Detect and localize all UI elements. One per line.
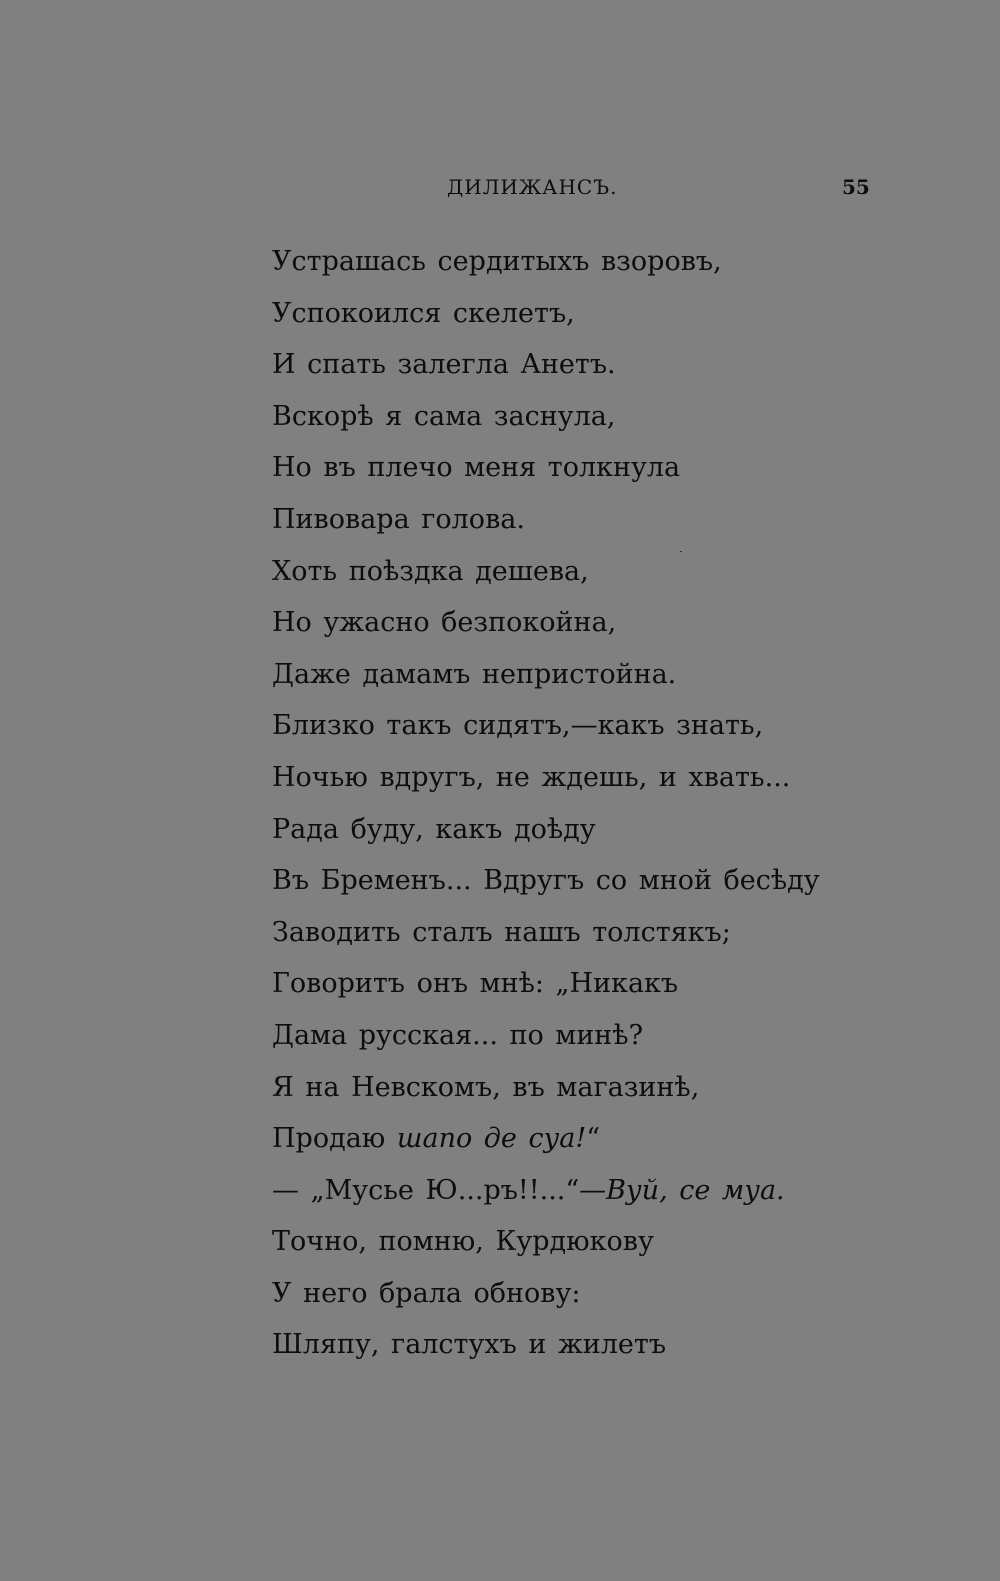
- verse-line: Близко такъ сидятъ,—какъ знать,: [272, 710, 764, 742]
- verse-line: Устрашась сердитыхъ взоровъ,: [272, 246, 722, 277]
- verse-line: Даже дамамъ непристойна.: [272, 658, 677, 690]
- verse-line: Шляпу, галстухъ и жилетъ: [272, 1329, 667, 1361]
- ink-speck: [680, 551, 682, 552]
- verse-line: Я на Невскомъ, въ магазинѣ,: [272, 1071, 700, 1103]
- verse-line: Въ Бременъ... Вдругъ со мной бесѣду: [272, 865, 820, 897]
- verse-line: Говоритъ онъ мнѣ: „Никакъ: [272, 968, 679, 1000]
- verse-line: Но въ плечо меня толкнула: [272, 452, 681, 484]
- verse-line: И спать залегла Анетъ.: [272, 349, 616, 381]
- italic-phrase: шапо де суа!: [396, 1123, 587, 1155]
- verse-line: Дама русская... по минѣ?: [272, 1019, 644, 1051]
- running-header: [0, 172, 1000, 202]
- closing-quote: “: [586, 1123, 601, 1155]
- verse-line-mixed: [272, 1165, 952, 1217]
- verse-line: Успокоился скелетъ,: [272, 297, 575, 329]
- verse-line: Ночью вдругъ, не ждешь, и хвать...: [272, 761, 791, 793]
- verse-text: Продаю: [272, 1123, 397, 1155]
- verse-line: У него брала обнову:: [272, 1277, 581, 1309]
- verse-line: Заводить сталъ нашъ толстякъ;: [272, 916, 731, 948]
- poem-text: [272, 236, 952, 1371]
- verse-line: Вскорѣ я сама заснула,: [272, 400, 616, 432]
- verse-line: Пивовара голова.: [272, 503, 525, 535]
- verse-line: Хоть поѣздка дешева,: [272, 555, 589, 587]
- verse-line: Точно, помню, Курдюкову: [272, 1226, 654, 1258]
- page-number: 55: [842, 175, 870, 199]
- running-title: ДИЛИЖАНСЪ.: [447, 175, 618, 199]
- italic-phrase: Вуй, се муа.: [606, 1174, 785, 1206]
- verse-line: Но ужасно безпокойна,: [272, 607, 617, 639]
- verse-line-mixed: [272, 1113, 952, 1165]
- verse-line: Рада буду, какъ доѣду: [272, 813, 596, 845]
- verse-text: — „Мусье Ю...ръ!!...“—: [272, 1174, 607, 1206]
